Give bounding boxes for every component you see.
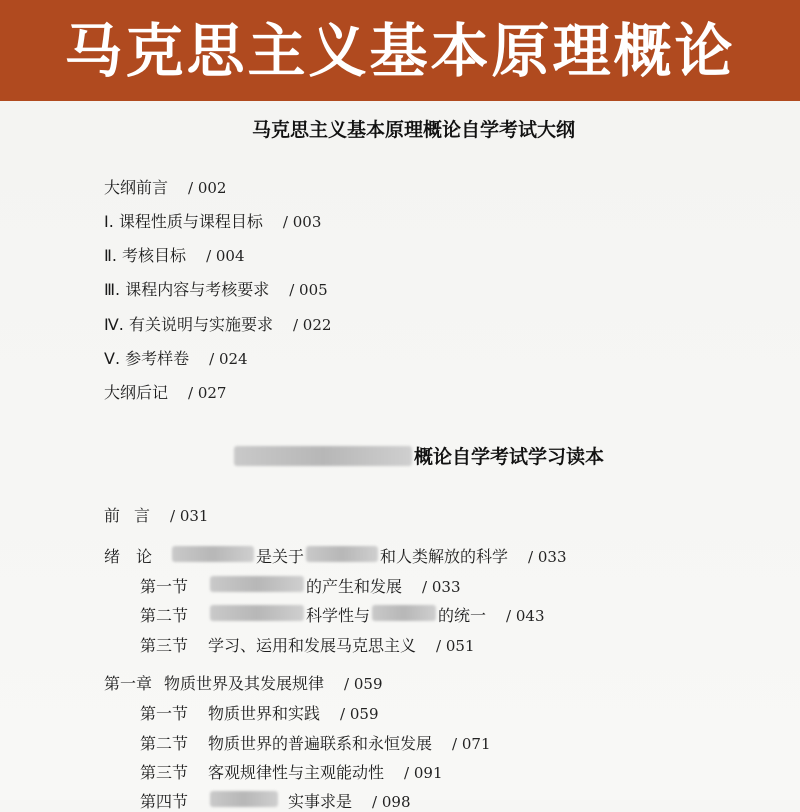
toc-section[interactable] — [140, 633, 474, 656]
section-number: 第三节 — [140, 636, 189, 655]
outline-item-page: / 024 — [209, 350, 248, 368]
preface-label: 前言 — [104, 506, 165, 525]
intro-text-b: 和人类解放的科学 — [380, 547, 509, 566]
outline-item-label: 大纲前言 — [104, 178, 169, 197]
toc-section[interactable] — [140, 603, 545, 626]
outline-item-page: / 002 — [188, 179, 227, 197]
section-number: 第二节 — [140, 606, 189, 625]
intro-text-a: 是关于 — [256, 547, 305, 566]
section-text: 客观规律性与主观能动性 — [208, 763, 385, 782]
toc-preface[interactable] — [104, 503, 208, 526]
toc-section[interactable] — [140, 760, 442, 783]
toc-section[interactable] — [140, 574, 460, 597]
outline-item-page: / 005 — [289, 281, 328, 299]
section-page: / 033 — [422, 578, 461, 596]
toc-section[interactable] — [140, 731, 490, 754]
redacted-text — [372, 605, 436, 621]
chapter-page: / 059 — [344, 675, 383, 693]
toc-section[interactable] — [140, 789, 410, 812]
section-text: 科学性与 — [306, 606, 371, 625]
section-text: 的统一 — [438, 606, 487, 625]
section-text: 物质世界的普遍联系和永恒发展 — [208, 734, 433, 753]
outline-item[interactable] — [104, 277, 328, 300]
outline-item-page: / 004 — [206, 247, 245, 265]
section-page: / 059 — [340, 705, 379, 723]
title-banner — [0, 0, 800, 101]
redacted-text — [172, 546, 254, 562]
toc-intro[interactable] — [104, 544, 567, 567]
section-number: 第三节 — [140, 763, 189, 782]
outline-title: 马克思主义基本原理概论自学考试大纲 — [252, 119, 576, 141]
outline-item-label: Ⅱ. 考核目标 — [104, 246, 187, 265]
intro-page: / 033 — [528, 548, 567, 566]
section-number: 第一节 — [140, 577, 189, 596]
intro-lead: 绪 论 — [104, 547, 153, 566]
section-page: / 098 — [372, 793, 411, 811]
section-text: 物质世界和实践 — [208, 704, 321, 723]
section-page: / 051 — [436, 637, 475, 655]
outline-item-page: / 003 — [282, 213, 322, 231]
outline-item-label: Ⅲ. 课程内容与考核要求 — [104, 280, 270, 299]
reader-title — [232, 442, 604, 469]
preface-page: / 031 — [170, 507, 209, 525]
redacted-text — [306, 546, 378, 562]
book-page — [0, 101, 800, 811]
redacted-text — [234, 446, 412, 466]
redacted-text — [210, 791, 278, 807]
section-text: 实事求是 — [288, 792, 353, 811]
outline-item-page: / 027 — [188, 384, 227, 402]
section-page: / 043 — [506, 607, 545, 625]
toc-section[interactable] — [140, 701, 378, 724]
banner-title: 马克思主义基本原理概论 — [64, 16, 736, 85]
outline-item[interactable] — [104, 243, 245, 266]
section-text: 学习、运用和发展马克思主义 — [208, 636, 417, 655]
chapter-number: 第一章 — [104, 674, 153, 693]
outline-item[interactable] — [104, 312, 331, 335]
outline-item-label: Ⅰ. 课程性质与课程目标 — [104, 212, 263, 231]
outline-item-label: Ⅳ. 有关说明与实施要求 — [104, 315, 273, 334]
outline-item[interactable] — [104, 380, 226, 403]
section-page: / 091 — [404, 764, 443, 782]
chapter-title: 物质世界及其发展规律 — [164, 674, 325, 693]
outline-item-label: 大纲后记 — [104, 383, 169, 402]
redacted-text — [210, 605, 304, 621]
redacted-text — [210, 576, 304, 592]
section-page: / 071 — [452, 735, 491, 753]
outline-item[interactable] — [104, 209, 321, 232]
outline-item[interactable] — [104, 346, 248, 369]
outline-item-label: Ⅴ. 参考样卷 — [104, 349, 190, 368]
outline-item-page: / 022 — [292, 316, 332, 334]
outline-item[interactable] — [104, 175, 226, 198]
section-number: 第一节 — [140, 704, 189, 723]
section-number: 第二节 — [140, 734, 189, 753]
section-number: 第四节 — [140, 792, 189, 811]
toc-chapter[interactable] — [104, 671, 382, 694]
section-text: 的产生和发展 — [306, 577, 403, 596]
reader-title-text: 概论自学考试学习读本 — [414, 446, 605, 468]
